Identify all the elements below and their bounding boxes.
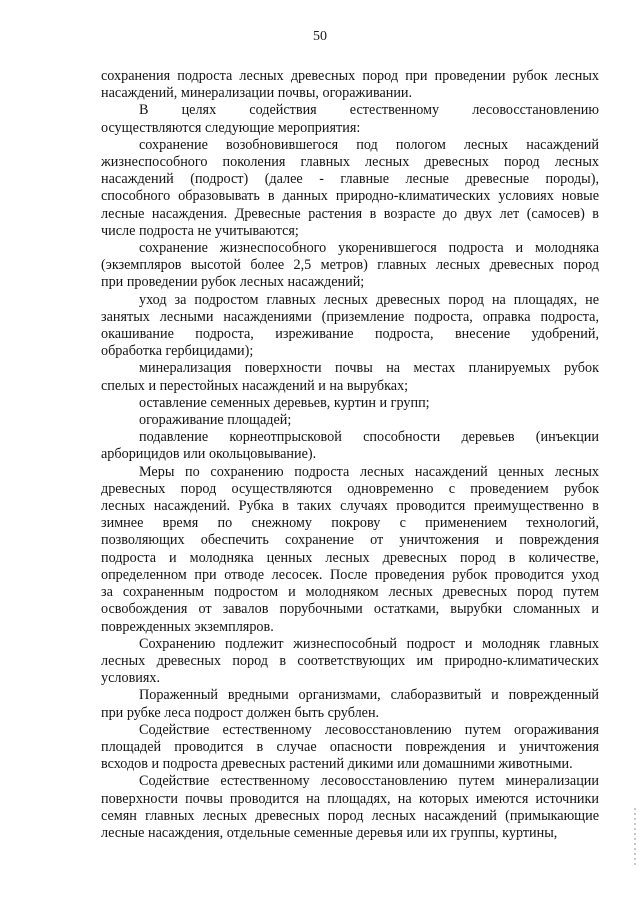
text-line: числе подроста не учитываются; — [101, 222, 299, 239]
paragraph — [101, 68, 599, 102]
text-line: арборицидов или окольцовывание). — [101, 446, 317, 463]
text-line: обработка гербицидами); — [101, 343, 254, 360]
text-line: площадей проводится в случае опасности повреждения и уничтожения — [101, 738, 599, 755]
text-line: Сохранению подлежит жизнеспособный подрост и молодняк главных — [139, 635, 599, 652]
text-line: сохранение жизнеспособного укоренившегося подроста и молодняка — [139, 240, 599, 257]
text-line: подавление корнеотпрысковой способности деревьев (инъекции — [139, 429, 599, 446]
paragraph — [101, 722, 599, 774]
text-line: Пораженный вредными организмами, слаборазвитый и поврежденный — [139, 687, 599, 704]
paragraph — [101, 240, 599, 292]
text-line: сохранение возобновившегося под пологом лесных насаждений — [139, 136, 599, 153]
text-line: семян главных лесных древесных пород лесных насаждений (примыкающие — [101, 807, 599, 824]
text-line: поврежденных экземпляров. — [101, 618, 274, 635]
text-line: определенном при отводе лесосек. После проведения рубок проводится уход — [101, 566, 599, 583]
paragraph — [101, 464, 599, 636]
text-line: В целях содействия естественному лесовосстановлению — [139, 102, 599, 119]
paragraph — [101, 773, 599, 842]
paragraph — [101, 429, 599, 463]
paragraph — [101, 412, 599, 429]
text-line: окашивание подроста, изреживание подроста, внесение удобрений, — [101, 326, 599, 343]
paragraph — [101, 687, 599, 721]
text-line: лесные насаждения. Древесные растения в возрасте до двух лет (самосев) в — [101, 205, 599, 222]
text-line: зимнее время по снежному покрову с применением технологий, — [101, 515, 599, 532]
text-line: жизнеспособного поколения главных лесных древесных пород лесных — [101, 154, 599, 171]
text-line: подроста и молодняка ценных лесных древесных пород в количестве, — [101, 549, 599, 566]
paragraph — [101, 292, 599, 361]
text-line: Меры по сохранению подроста лесных насаждений ценных лесных — [139, 463, 599, 480]
text-line: способного образовывать в данных природно-климатических условиях новые — [101, 188, 599, 205]
paragraph — [101, 360, 599, 394]
text-line: осуществляются следующие мероприятия: — [101, 119, 361, 136]
text-line: позволяющих обеспечить сохранение от уничтожения и повреждения — [101, 532, 599, 549]
text-line: уход за подростом главных лесных древесных пород на площадях, не — [139, 291, 599, 308]
text-line: при рубке леса подрост должен быть срублен. — [101, 704, 380, 721]
text-line: (экземпляров высотой более 2,5 метров) главных лесных древесных пород — [101, 257, 599, 274]
text-line: насаждений, минерализации почвы, огораживании. — [101, 85, 413, 102]
page-number: 50 — [313, 29, 327, 44]
text-line: Содействие естественному лесовосстановлению путем огораживания — [139, 721, 599, 738]
text-line: спелых и перестойных насаждений и на вырубках; — [101, 377, 409, 394]
text-line: оставление семенных деревьев, куртин и групп; — [139, 394, 430, 411]
paragraph — [101, 137, 599, 240]
text-line: условиях. — [101, 670, 161, 687]
text-line: Содействие естественному лесовосстановлению путем минерализации — [139, 773, 599, 790]
text-line: освобождения от завалов порубочными остатками, вырубки сломанных и — [101, 601, 599, 618]
text-line: огораживание площадей; — [139, 412, 292, 429]
text-line: древесных пород осуществляются одновременно с проведением рубок — [101, 480, 599, 497]
paragraph — [101, 636, 599, 688]
text-line: минерализация поверхности почвы на местах планируемых рубок — [139, 360, 599, 377]
text-line: поверхности почвы проводится на площадях, на которых имеются источники — [101, 790, 599, 807]
text-line: при проведении рубок лесных насаждений; — [101, 274, 365, 291]
text-line: сохранения подроста лесных древесных пород при проведении рубок лесных — [101, 68, 599, 84]
text-line: занятых лесными насаждениями (приземление подроста, оправка подроста, — [101, 308, 599, 325]
document-body — [101, 68, 599, 842]
text-line: лесные насаждения, отдельные семенные деревья или их группы, куртины, — [101, 824, 558, 841]
scan-edge-mark — [634, 808, 636, 868]
text-line: всходов и подроста древесных растений дикими или домашними животными. — [101, 756, 573, 773]
paragraph — [101, 395, 599, 412]
text-line: насаждений (подрост) (далее - главные лесные древесные породы), — [101, 171, 599, 188]
paragraph — [101, 102, 599, 136]
text-line: за сохраненным подростом и молодняком лесных древесных пород путем — [101, 584, 599, 601]
text-line: лесных древесных пород в соответствующих им природно-климатических — [101, 652, 599, 669]
text-line: лесных насаждений. Рубка в таких случаях проводится преимущественно в — [101, 498, 599, 515]
